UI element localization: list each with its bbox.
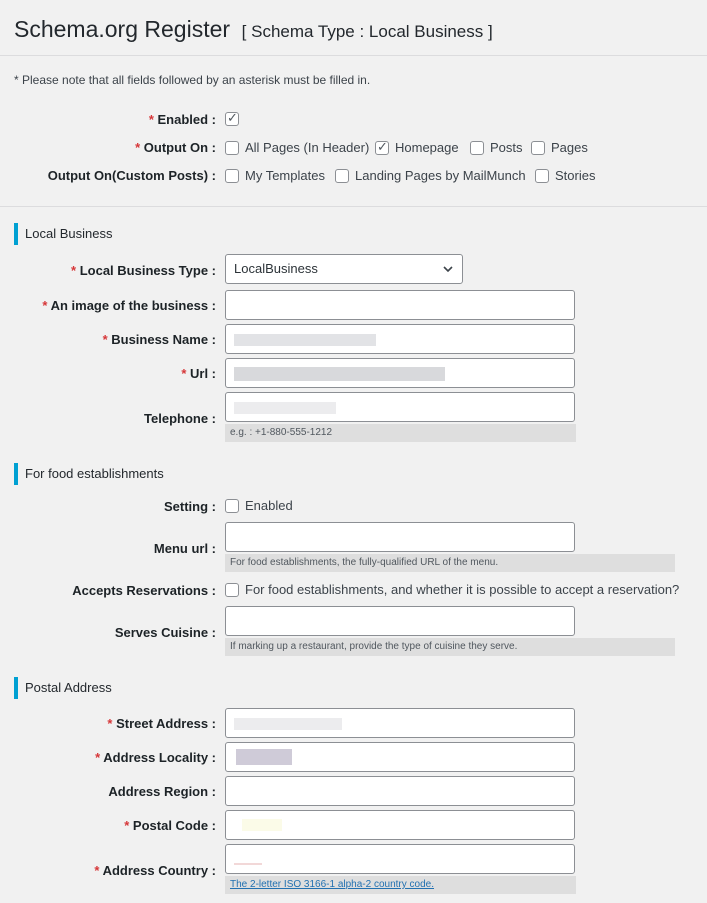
redacted-value bbox=[236, 749, 292, 765]
business-image-input[interactable] bbox=[225, 290, 575, 320]
section-local-business: Local Business bbox=[14, 223, 112, 245]
custom-my-templates-checkbox[interactable] bbox=[225, 169, 239, 183]
output-on-label: * Output On : bbox=[135, 140, 216, 155]
menu-url-help: For food establishments, the fully-qualified URL of the menu. bbox=[225, 554, 675, 572]
accepts-reservations-checkbox[interactable] bbox=[225, 583, 239, 597]
street-address-input[interactable] bbox=[225, 708, 575, 738]
required-fields-note: * Please note that all fields followed by an asterisk must be filled in. bbox=[14, 73, 371, 87]
address-region-input[interactable] bbox=[225, 776, 575, 806]
check-icon: ✓ bbox=[377, 139, 388, 154]
address-country-help bbox=[225, 876, 576, 894]
check-icon: ✓ bbox=[227, 110, 238, 125]
divider bbox=[0, 55, 707, 56]
custom-posts-label: Output On(Custom Posts) : bbox=[47, 168, 216, 183]
output-all-pages-checkbox[interactable] bbox=[225, 141, 239, 155]
address-locality-input[interactable] bbox=[225, 742, 575, 772]
page-title bbox=[14, 16, 493, 46]
business-image-label: * An image of the business : bbox=[42, 298, 216, 313]
output-pages-label: Pages bbox=[551, 140, 588, 155]
menu-url-label: Menu url : bbox=[153, 541, 216, 556]
address-country-input[interactable] bbox=[225, 844, 575, 874]
output-posts-label: Posts bbox=[490, 140, 523, 155]
accepts-reservations-label: Accepts Reservations : bbox=[72, 583, 216, 598]
telephone-help: e.g. : +1-880-555-1212 bbox=[225, 424, 576, 442]
redacted-value bbox=[242, 819, 282, 831]
section-food-establishments: For food establishments bbox=[14, 463, 164, 485]
output-homepage-checkbox[interactable] bbox=[375, 141, 389, 155]
local-business-type-label: * Local Business Type : bbox=[71, 263, 216, 278]
section-postal-address: Postal Address bbox=[14, 677, 112, 699]
enabled-label: * Enabled : bbox=[148, 112, 216, 127]
redacted-value bbox=[234, 334, 376, 346]
local-business-type-value: LocalBusiness bbox=[234, 261, 318, 276]
postal-code-label: * Postal Code : bbox=[124, 818, 216, 833]
country-code-link[interactable]: The 2-letter ISO 3166-1 alpha-2 country code. bbox=[230, 879, 435, 890]
output-posts-checkbox[interactable] bbox=[470, 141, 484, 155]
accepts-reservations-option: For food establishments, and whether it is possible to accept a reservation? bbox=[245, 582, 680, 597]
street-address-label: * Street Address : bbox=[107, 716, 216, 731]
output-homepage-label: Homepage bbox=[395, 140, 459, 155]
custom-my-templates-label: My Templates bbox=[245, 168, 325, 183]
setting-label: Setting : bbox=[164, 499, 216, 514]
postal-code-input[interactable] bbox=[225, 810, 575, 840]
enabled-checkbox[interactable] bbox=[225, 112, 239, 126]
setting-enabled-checkbox[interactable] bbox=[225, 499, 239, 513]
custom-stories-checkbox[interactable] bbox=[535, 169, 549, 183]
setting-enabled-label: Enabled bbox=[245, 498, 293, 513]
chevron-down-icon bbox=[442, 263, 454, 275]
redacted-value bbox=[234, 402, 336, 414]
address-country-label: * Address Country : bbox=[94, 863, 216, 878]
redacted-value bbox=[234, 367, 445, 381]
custom-landing-pages-label: Landing Pages by MailMunch bbox=[355, 168, 526, 183]
custom-landing-pages-checkbox[interactable] bbox=[335, 169, 349, 183]
redacted-value bbox=[234, 863, 262, 865]
address-locality-label: * Address Locality : bbox=[95, 750, 216, 765]
output-all-pages-label: All Pages (In Header) bbox=[245, 140, 370, 155]
page-title-main: Schema.org Register bbox=[14, 16, 231, 42]
page-subtitle: [ Schema Type : Local Business ] bbox=[241, 22, 493, 41]
telephone-label: Telephone : bbox=[144, 411, 216, 426]
divider bbox=[0, 206, 707, 207]
redacted-value bbox=[234, 718, 342, 730]
business-name-label: * Business Name : bbox=[102, 332, 216, 347]
address-region-label: Address Region : bbox=[108, 784, 216, 799]
telephone-input[interactable] bbox=[225, 392, 575, 422]
business-name-input[interactable] bbox=[225, 324, 575, 354]
url-input[interactable] bbox=[225, 358, 575, 388]
serves-cuisine-label: Serves Cuisine : bbox=[114, 625, 216, 640]
local-business-type-select[interactable] bbox=[225, 254, 463, 284]
url-label: * Url : bbox=[181, 366, 216, 381]
serves-cuisine-input[interactable] bbox=[225, 606, 575, 636]
custom-stories-label: Stories bbox=[555, 168, 596, 183]
output-pages-checkbox[interactable] bbox=[531, 141, 545, 155]
serves-cuisine-help: If marking up a restaurant, provide the type of cuisine they serve. bbox=[225, 638, 675, 656]
menu-url-input[interactable] bbox=[225, 522, 575, 552]
